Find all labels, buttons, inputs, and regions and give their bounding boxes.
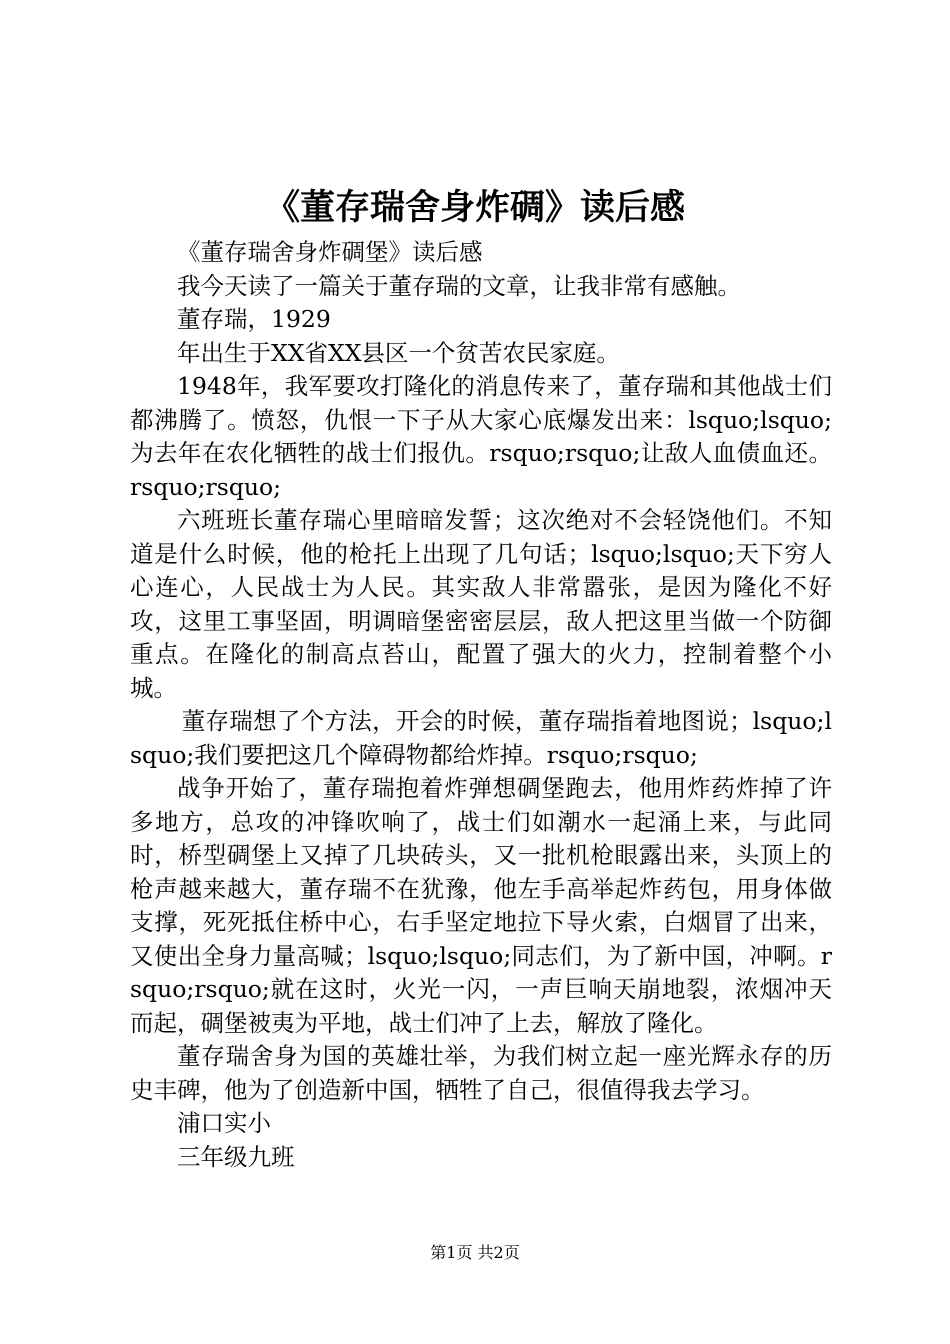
document-body	[130, 236, 832, 1174]
page-footer: 第1页 共2页	[430, 1243, 520, 1262]
paragraph-vow: 六班班长董存瑞心里暗暗发誓；这次绝对不会轻饶他们。不知道是什么时候，他的枪托上出现了几句话；lsquo;lsquo;天下穷人心连心，人民战士为人民。其实敌人非常嚣张，是因为隆化不好攻，这里工事坚固，明调暗堡密密层层，敌人把这里当做一个防御重点。在隆化的制高点苔山，配置了强大的火力，控制着整个小城。	[130, 506, 832, 702]
paragraph-plan: 董存瑞想了个方法，开会的时候，董存瑞指着地图说；lsquo;lsquo;我们要把这几个障碍物都给炸掉。rsquo;rsquo;	[130, 707, 832, 769]
paragraph-school: 浦口实小	[177, 1109, 271, 1137]
paragraph-birth-year: 董存瑞，1929	[177, 305, 331, 333]
paragraph-conclusion: 董存瑞舍身为国的英雄壮举，为我们树立起一座光辉永存的历史丰碑，他为了创造新中国，牺牲了自己，很值得我去学习。	[130, 1042, 832, 1104]
paragraph-birthplace: 年出生于XX省XX县区一个贫苦农民家庭。	[177, 338, 620, 367]
paragraph-battle: 战争开始了，董存瑞抱着炸弹想碉堡跑去，他用炸药炸掉了许多地方，总攻的冲锋吹响了，战士们如潮水一起涌上来，与此同时，桥型碉堡上又掉了几块砖头，又一批机枪眼露出来，头顶上的枪声越来越大，董存瑞不在犹豫，他左手高举起炸药包，用身体做支撑，死死抵住桥中心，右手坚定地拉下导火索，白烟冒了出来，又使出全身力量高喊；lsquo;lsquo;同志们，为了新中国，冲啊。rsquo;rsquo;就在这时，火光一闪，一声巨响天崩地裂，浓烟冲天而起，碉堡被夷为平地，战士们冲了上去，解放了隆化。	[130, 774, 832, 1037]
paragraph-subtitle: 《董存瑞舍身炸碉堡》读后感	[177, 238, 483, 266]
paragraph-intro: 我今天读了一篇关于董存瑞的文章，让我非常有感触。	[177, 271, 741, 300]
paragraph-class: 三年级九班	[177, 1142, 295, 1171]
document-title: 《董存瑞舍身炸碉》读后感	[264, 187, 685, 228]
paragraph-1948: 1948年，我军要攻打隆化的消息传来了，董存瑞和其他战士们都沸腾了。愤怒，仇恨一下子从大家心底爆发出来：lsquo;lsquo;为去年在农化牺牲的战士们报仇。rsquo;rsquo;让敌人血债血还。rsquo;rsquo;	[130, 372, 832, 501]
